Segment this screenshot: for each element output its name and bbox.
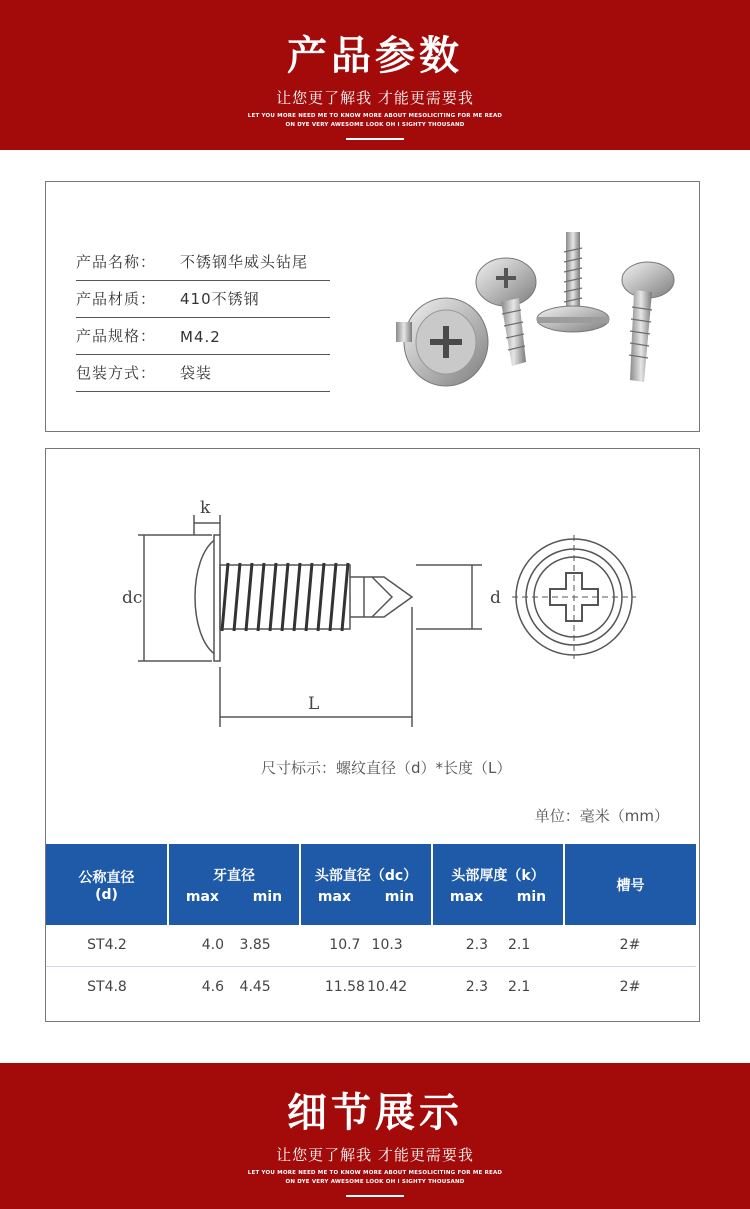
- cell-k-max: 2.3: [465, 978, 489, 995]
- info-row-packing: [76, 355, 330, 392]
- cell-d: [168, 925, 300, 966]
- banner-subtitle: 让您更了解我 才能更需要我: [276, 89, 474, 107]
- table-header-row: [46, 844, 696, 925]
- cell-dc: [300, 925, 432, 966]
- banner-divider: [346, 138, 404, 140]
- product-photo: [386, 222, 676, 412]
- cell-k: [432, 966, 564, 1007]
- cell-dc-max: 10.7: [329, 937, 361, 954]
- product-info-list: [76, 244, 330, 392]
- cell-d-max: 4.0: [201, 937, 225, 954]
- cell-name: ST4.2: [46, 925, 168, 966]
- info-value: 袋装: [180, 364, 213, 382]
- info-label: 产品名称：: [76, 253, 157, 271]
- cell-d-min: 3.85: [239, 937, 271, 954]
- cell-k-min: 2.1: [507, 978, 531, 995]
- banner-english: LET YOU MORE NEED ME TO KNOW MORE ABOUT MESOLICITING FOR ME READ ON DYE VERY AWESOME LOOK OH I SIGHTY THOUSAND: [247, 113, 503, 128]
- header-title: 牙直径: [213, 867, 255, 884]
- dimension-caption: 尺寸标示：螺纹直径（d）*长度（L）: [261, 759, 512, 777]
- product-info-card: [45, 181, 700, 432]
- info-label: 包装方式：: [76, 364, 157, 382]
- header-nominal: [46, 844, 168, 925]
- cell-d-min: 4.45: [239, 978, 271, 995]
- banner-title: 细节展示: [287, 1090, 463, 1136]
- label-dc: dc: [122, 588, 143, 608]
- header-thread-dia: [168, 844, 300, 925]
- label-d: d: [490, 588, 501, 608]
- banner-title: 产品参数: [287, 33, 463, 79]
- header-head-thick: [432, 844, 564, 925]
- info-row-spec: [76, 318, 330, 355]
- info-value: 410不锈钢: [180, 290, 260, 308]
- header-sub: (d): [95, 886, 118, 903]
- table-row: [46, 925, 696, 966]
- cell-name: ST4.8: [46, 966, 168, 1007]
- label-k: k: [200, 498, 211, 518]
- header-min: min: [384, 888, 415, 905]
- cell-d: [168, 966, 300, 1007]
- header-max: max: [449, 888, 483, 905]
- header-title: 头部厚度（k）: [451, 867, 545, 884]
- header-title: 槽号: [616, 877, 645, 894]
- info-row-material: [76, 281, 330, 318]
- info-value: 不锈钢华威头钻尾: [180, 253, 309, 271]
- info-label: 产品材质：: [76, 290, 157, 308]
- header-min: min: [516, 888, 547, 905]
- header-title: 头部直径（dc）: [314, 867, 418, 884]
- bottom-banner: [0, 1063, 750, 1209]
- unit-label: 单位：毫米（mm）: [534, 807, 669, 825]
- header-max: max: [185, 888, 219, 905]
- banner-subtitle: 让您更了解我 才能更需要我: [276, 1146, 474, 1164]
- technical-drawing: [116, 477, 656, 727]
- header-title: 公称直径: [78, 869, 135, 886]
- banner-divider: [346, 1195, 404, 1197]
- header-slot: [564, 844, 696, 925]
- cell-dc-min: 10.42: [367, 978, 408, 995]
- top-banner: [0, 0, 750, 150]
- cell-k-max: 2.3: [465, 937, 489, 954]
- cell-slot: 2#: [564, 925, 696, 966]
- cell-dc-min: 10.3: [371, 937, 403, 954]
- cell-slot: 2#: [564, 966, 696, 1007]
- banner-english: LET YOU MORE NEED ME TO KNOW MORE ABOUT MESOLICITING FOR ME READ ON DYE VERY AWESOME LOOK OH I SIGHTY THOUSAND: [247, 1170, 503, 1185]
- header-min: min: [252, 888, 283, 905]
- cell-dc-max: 11.58: [324, 978, 365, 995]
- header-head-dia: [300, 844, 432, 925]
- header-max: max: [317, 888, 351, 905]
- info-value: M4.2: [180, 328, 221, 346]
- info-row-name: [76, 244, 330, 281]
- spec-table: [46, 844, 696, 1007]
- cell-d-max: 4.6: [201, 978, 225, 995]
- cell-k: [432, 925, 564, 966]
- cell-k-min: 2.1: [507, 937, 531, 954]
- spec-drawing-card: [45, 448, 700, 1022]
- info-label: 产品规格：: [76, 327, 157, 345]
- cell-dc: [300, 966, 432, 1007]
- table-row: [46, 966, 696, 1007]
- label-L: L: [308, 694, 320, 714]
